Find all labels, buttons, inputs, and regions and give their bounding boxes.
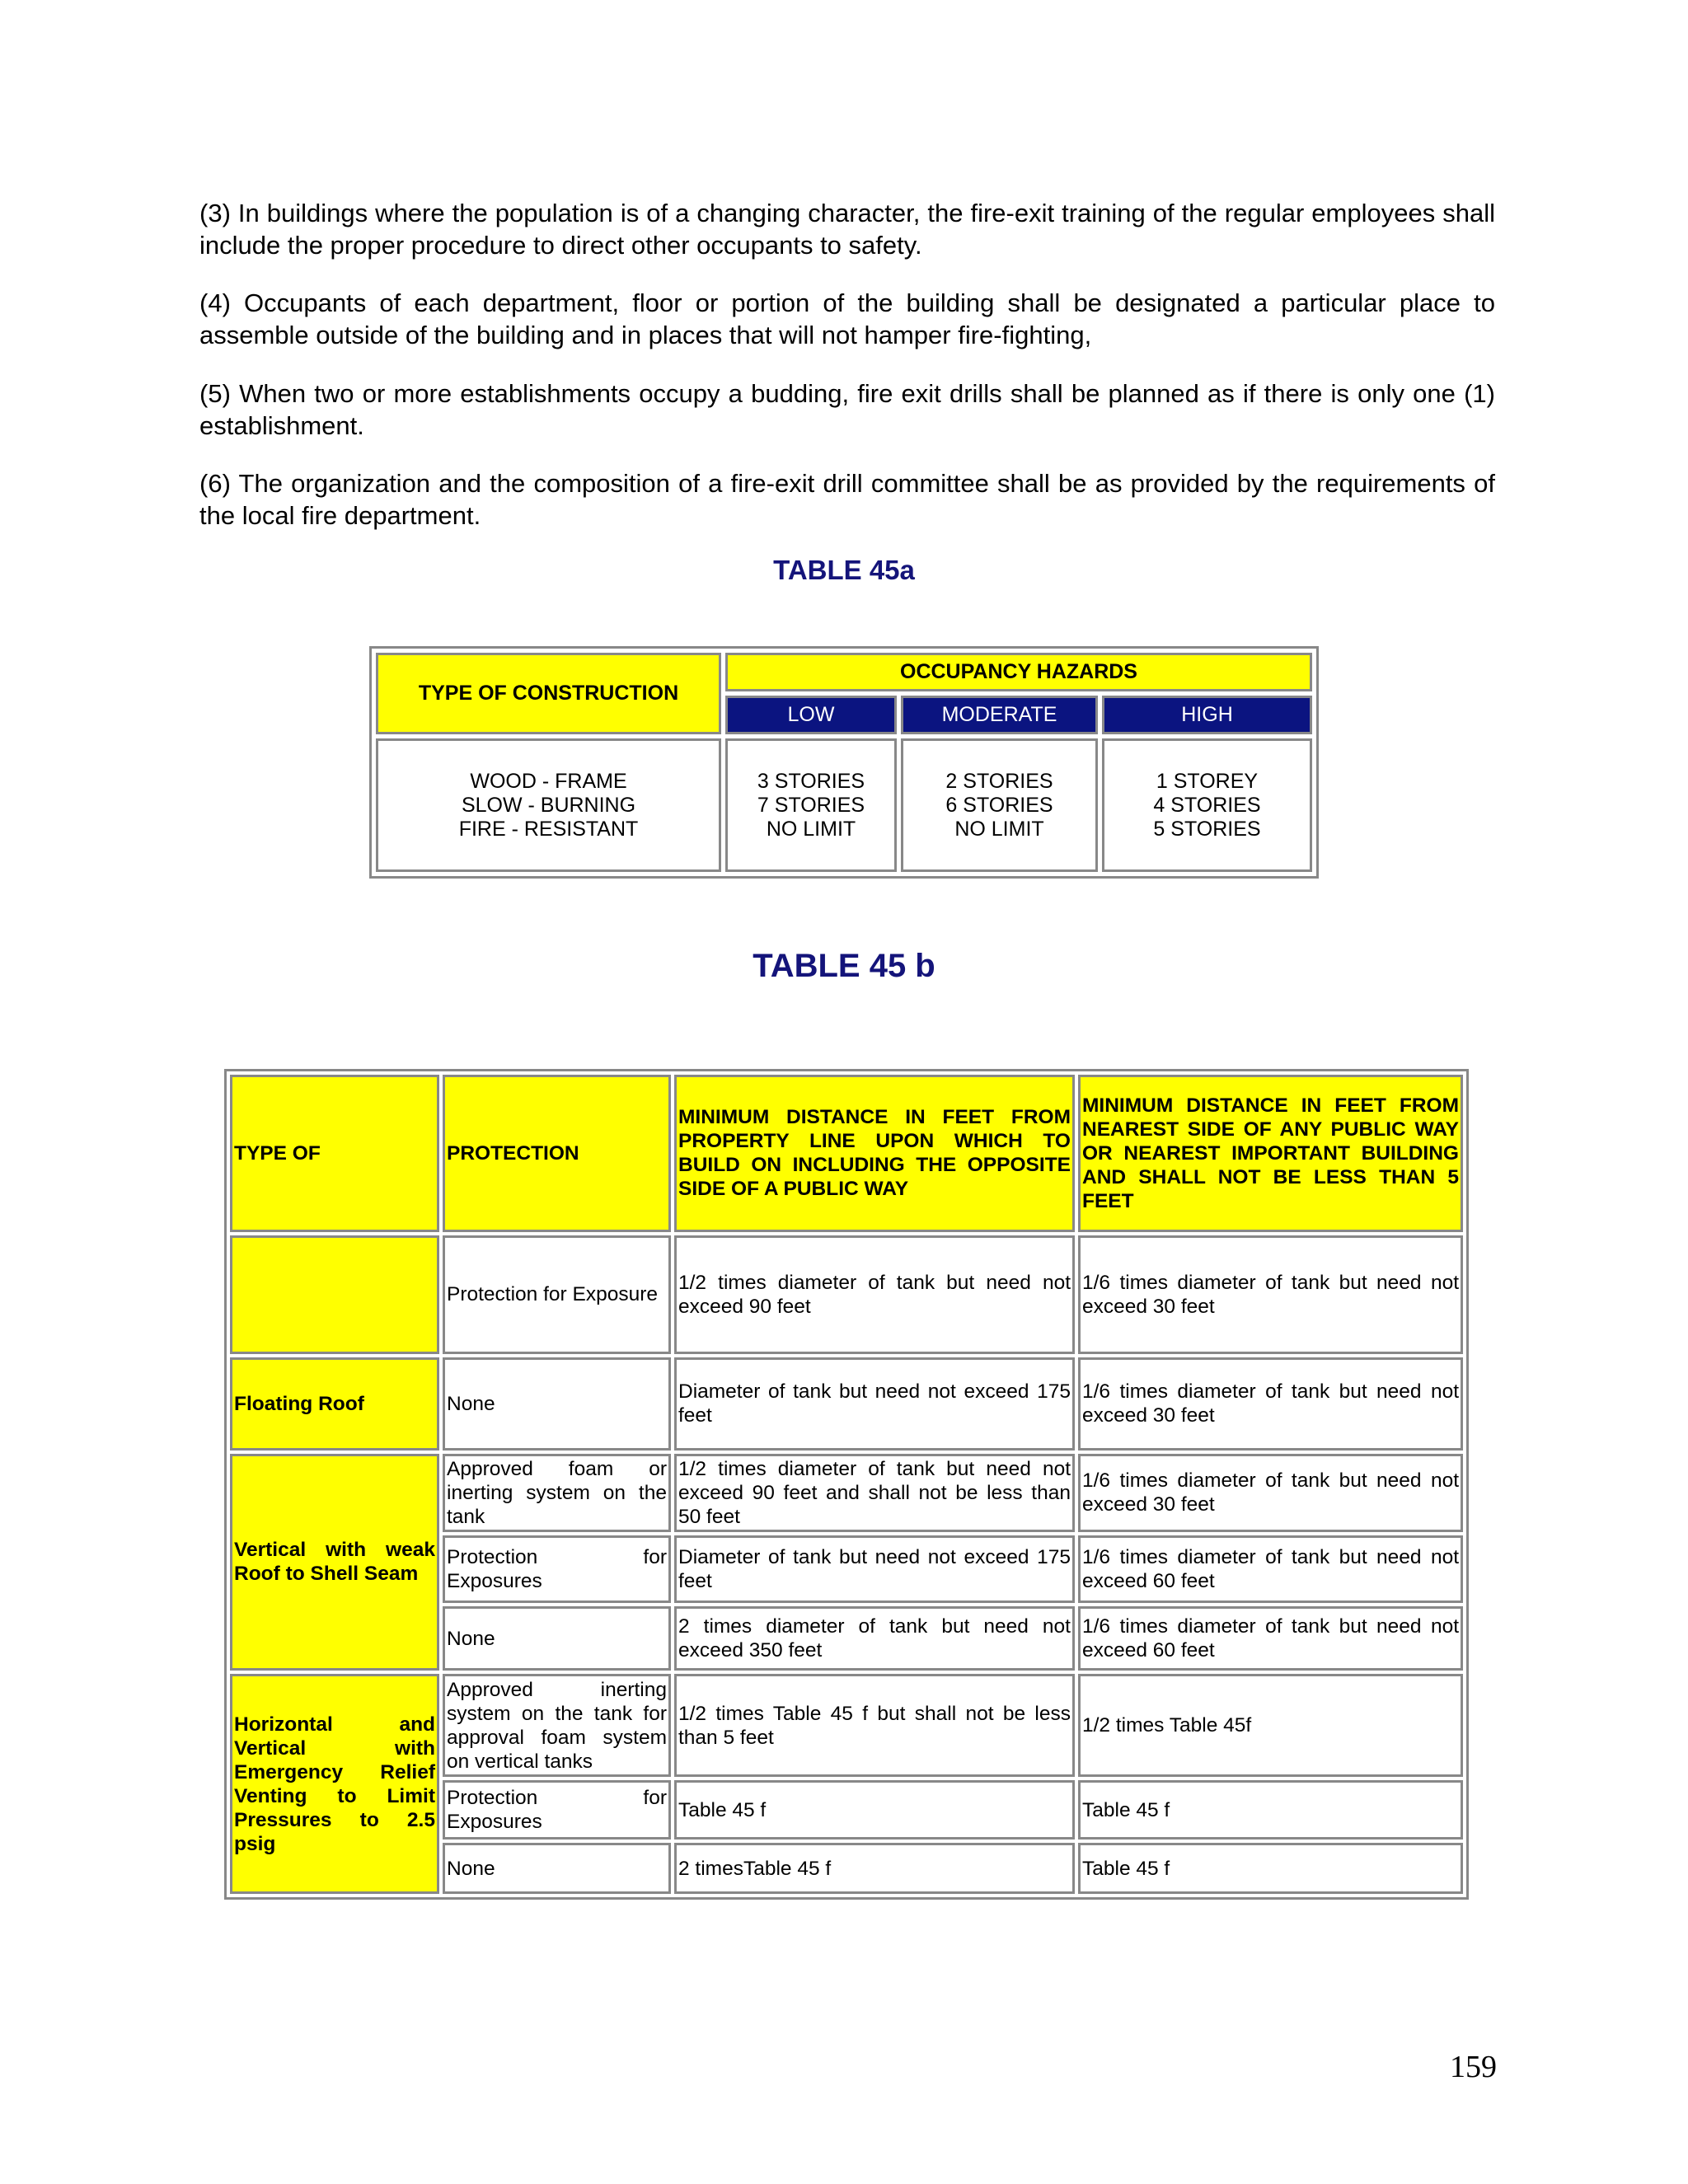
protection-cell: None	[443, 1843, 671, 1894]
public-distance-cell: 1/6 times diameter of tank but need not exceed 30 feet	[1078, 1454, 1463, 1532]
low-value: NO LIMIT	[766, 817, 856, 841]
header-min-distance-public-way: MINIMUM DISTANCE IN FEET FROM NEAREST SIDE OF ANY PUBLIC WAY OR NEAREST IMPORTANT BUILDING AND SHALL NOT BE LESS THAN 5 FEET	[1078, 1075, 1463, 1232]
header-type-of-construction: TYPE OF CONSTRUCTION	[376, 653, 721, 734]
table-row	[230, 1357, 1463, 1451]
table-45a-title: TABLE 45a	[773, 555, 915, 585]
construction-types-cell	[376, 738, 721, 872]
low-value: 3 STORIES	[757, 769, 865, 793]
public-distance-cell: 1/6 times diameter of tank but need not exceed 30 feet	[1078, 1357, 1463, 1451]
header-low: LOW	[725, 696, 897, 734]
public-distance-cell: 1/6 times diameter of tank but need not exceed 60 feet	[1078, 1606, 1463, 1671]
property-distance-cell: 1/2 times Table 45 f but shall not be less than 5 feet	[674, 1674, 1075, 1777]
header-type-of: TYPE OF	[230, 1075, 439, 1232]
property-distance-cell: 2 timesTable 45 f	[674, 1843, 1075, 1894]
public-distance-cell: Table 45 f	[1078, 1843, 1463, 1894]
property-distance-cell: Diameter of tank but need not exceed 175 feet	[674, 1357, 1075, 1451]
moderate-value: 2 STORIES	[945, 769, 1053, 793]
moderate-value: NO LIMIT	[954, 817, 1044, 841]
low-hazard-cell	[725, 738, 897, 872]
page-number: 159	[1450, 2050, 1497, 2084]
protection-cell: Approved foam or inerting system on the tank	[443, 1454, 671, 1532]
moderate-value: 6 STORIES	[945, 793, 1053, 817]
table-45b	[224, 1069, 1469, 1900]
property-distance-cell: Table 45 f	[674, 1780, 1075, 1840]
public-distance-cell: 1/6 times diameter of tank but need not exceed 30 feet	[1078, 1235, 1463, 1354]
table-row	[230, 1674, 1463, 1777]
protection-cell: Protection for Exposure	[443, 1235, 671, 1354]
construction-type: WOOD - FRAME	[470, 769, 627, 793]
header-min-distance-property-line: MINIMUM DISTANCE IN FEET FROM PROPERTY LINE UPON WHICH TO BUILD ON INCLUDING THE OPPOSITE SIDE OF A PUBLIC WAY	[674, 1075, 1075, 1232]
public-distance-cell: 1/6 times diameter of tank but need not exceed 60 feet	[1078, 1535, 1463, 1603]
moderate-hazard-cell	[901, 738, 1098, 872]
type-cell: Floating Roof	[230, 1357, 439, 1451]
paragraph-5: (5) When two or more establishments occupy a budding, fire exit drills shall be planned as if there is only one (1) establishment.	[199, 379, 1495, 440]
paragraph-6: (6) The organization and the composition of a fire-exit drill committee shall be as provided by the requirements of the local fire department.	[199, 469, 1495, 530]
header-moderate: MODERATE	[901, 696, 1098, 734]
type-cell: Vertical with weak Roof to Shell Seam	[230, 1454, 439, 1671]
construction-type: FIRE - RESISTANT	[458, 817, 639, 841]
property-distance-cell: 1/2 times diameter of tank but need not exceed 90 feet and shall not be less than 50 feet	[674, 1454, 1075, 1532]
high-hazard-cell	[1102, 738, 1312, 872]
protection-cell: None	[443, 1606, 671, 1671]
header-high: HIGH	[1102, 696, 1312, 734]
protection-cell: Approved inerting system on the tank for approval foam system on vertical tanks	[443, 1674, 671, 1777]
table-row	[230, 1235, 1463, 1354]
header-occupancy-hazards: OCCUPANCY HAZARDS	[725, 653, 1312, 691]
paragraph-4: (4) Occupants of each department, floor or portion of the building shall be designated a particular place to assemble outside of the building and in places that will not hamper fire-fighting,	[199, 288, 1495, 349]
low-value: 7 STORIES	[757, 793, 865, 817]
table-45b-title: TABLE 45 b	[753, 948, 935, 984]
table-row	[230, 1454, 1463, 1532]
property-distance-cell: 1/2 times diameter of tank but need not exceed 90 feet	[674, 1235, 1075, 1354]
property-distance-cell: Diameter of tank but need not exceed 175 feet	[674, 1535, 1075, 1603]
public-distance-cell: 1/2 times Table 45f	[1078, 1674, 1463, 1777]
high-value: 1 STOREY	[1156, 769, 1259, 793]
type-cell	[230, 1235, 439, 1354]
public-distance-cell: Table 45 f	[1078, 1780, 1463, 1840]
header-protection: PROTECTION	[443, 1075, 671, 1232]
protection-cell: None	[443, 1357, 671, 1451]
type-cell: Horizontal and Vertical with Emergency Relief Venting to Limit Pressures to 2.5 psig	[230, 1674, 439, 1894]
protection-cell: Protection for Exposures	[443, 1535, 671, 1603]
paragraph-3: (3) In buildings where the population is of a changing character, the fire-exit training of the regular employees shall include the proper procedure to direct other occupants to safety.	[199, 199, 1495, 260]
protection-cell: Protection for Exposures	[443, 1780, 671, 1840]
property-distance-cell: 2 times diameter of tank but need not exceed 350 feet	[674, 1606, 1075, 1671]
high-value: 4 STORIES	[1153, 793, 1261, 817]
table-45a	[369, 646, 1319, 879]
construction-type: SLOW - BURNING	[461, 793, 636, 817]
high-value: 5 STORIES	[1153, 817, 1261, 841]
